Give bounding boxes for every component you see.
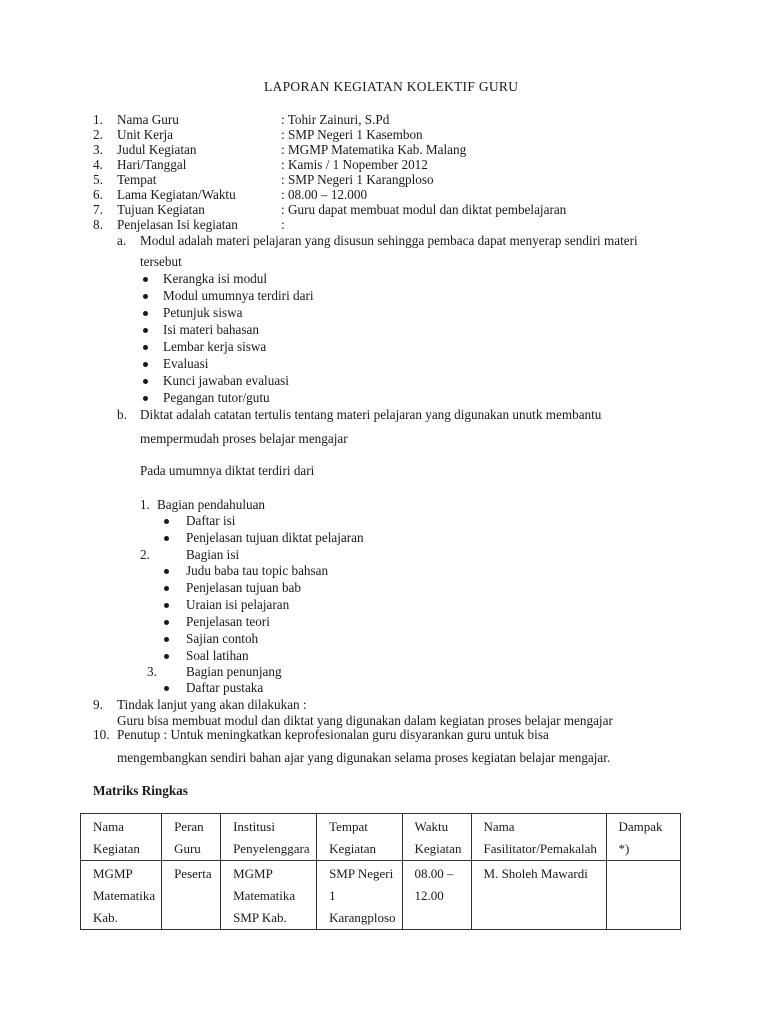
table-cell [606,861,680,930]
matrix-heading: Matriks Ringkas [93,783,188,798]
table-header-row [81,814,681,861]
list-item: Lembar kerja siswa [163,339,267,354]
field-number: 5. [93,172,103,187]
bullet-icon [143,379,148,384]
bullet-icon [164,686,169,691]
list-item: Petunjuk siswa [163,305,243,320]
bullet-icon [143,362,148,367]
field-number: 7. [93,202,103,217]
field-label: Tujuan Kegiatan [117,202,205,217]
list-item: Daftar isi [186,513,236,528]
field-number: 1. [93,112,103,127]
table-cell: 08.00 – 12.00 [402,861,471,930]
list-item: Sajian contoh [186,631,259,646]
list-item: Kunci jawaban evaluasi [163,373,289,388]
list-item: Evaluasi [163,356,209,371]
field-label: Unit Kerja [117,127,174,142]
field-value: : 08.00 – 12.000 [281,187,368,202]
list-item: Judu baba tau topic bahsan [186,563,329,578]
paragraph-line: mempermudah proses belajar mengajar [140,431,348,446]
field-value: : SMP Negeri 1 Karangploso [281,172,434,187]
bullet-icon [164,603,169,608]
bullet-icon [143,328,148,333]
list-item: Soal latihan [186,648,249,663]
list-item: Penjelasan tujuan bab [186,580,301,595]
field-label: Penjelasan Isi kegiatan [117,217,238,232]
bullet-icon [143,345,148,350]
field-number: 4. [93,157,103,172]
paragraph-line: tersebut [140,254,182,269]
part-number: 3. [147,664,157,679]
table-header-cell: Tempat Kegiatan [317,814,402,861]
list-item: Pegangan tutor/gutu [163,390,270,405]
paragraph-line: Pada umumnya diktat terdiri dari [140,463,315,478]
field-number: 3. [93,142,103,157]
bullet-icon [164,536,169,541]
paragraph-line: Guru bisa membuat modul dan diktat yang digunakan dalam kegiatan proses belajar mengajar [117,713,613,728]
field-number: 10. [93,727,110,742]
bullet-icon [143,311,148,316]
paragraph-line: Modul adalah materi pelajaran yang disusun sehingga pembaca dapat menyerap sendiri materi [140,233,638,248]
paragraph-line: Diktat adalah catatan tertulis tentang materi pelajaran yang digunakan unutk membantu [140,407,602,422]
list-item: Penjelasan tujuan diktat pelajaran [186,530,364,545]
field-label: Nama Guru [117,112,179,127]
field-label: Lama Kegiatan/Waktu [117,187,236,202]
table-header-cell: Nama Kegiatan [81,814,162,861]
part-label: Bagian isi [186,547,240,562]
part-number: 2. [140,547,150,562]
paragraph-line: mengembangkan sendiri bahan ajar yang digunakan selama proses kegiatan belajar mengajar. [117,750,611,765]
list-item: Isi materi bahasan [163,322,259,337]
table-header-cell: Peran Guru [162,814,221,861]
bullet-icon [143,277,148,282]
bullet-icon [143,396,148,401]
field-label: Hari/Tanggal [117,157,187,172]
field-value: : Kamis / 1 Nopember 2012 [281,157,428,172]
field-value: : [281,217,285,232]
part-label: Bagian penunjang [186,664,282,679]
part-label: Bagian pendahuluan [157,497,266,512]
bullet-icon [164,637,169,642]
field-number: 9. [93,697,103,712]
table-header-cell: Dampak *) [606,814,680,861]
table-cell: MGMP Matematika Kab. [81,861,162,930]
list-item: Penjelasan teori [186,614,270,629]
paragraph-line: Penutup : Untuk meningkatkan keprofesionalan guru disyarankan guru untuk bisa [117,727,549,742]
bullet-icon [164,519,169,524]
bullet-icon [164,569,169,574]
bullet-icon [143,294,148,299]
page-title: LAPORAN KEGIATAN KOLEKTIF GURU [264,79,519,94]
list-item: Uraian isi pelajaran [186,597,290,612]
field-value: : SMP Negeri 1 Kasembon [281,127,423,142]
field-number: 6. [93,187,103,202]
field-label: Tempat [117,172,157,187]
table-cell: MGMP Matematika SMP Kab. [221,861,317,930]
section-marker: b. [117,407,127,422]
part-number: 1. [140,497,150,512]
field-value: : MGMP Matematika Kab. Malang [281,142,467,157]
field-value: : Guru dapat membuat modul dan diktat pembelajaran [281,202,567,217]
bullet-icon [164,586,169,591]
table-header-cell: Nama Fasilitator/Pemakalah [471,814,606,861]
list-item: Daftar pustaka [186,680,264,695]
table-cell: SMP Negeri 1 Karangploso [317,861,402,930]
table-cell: M. Sholeh Mawardi [471,861,606,930]
section-marker: a. [117,233,127,248]
bullet-icon [164,620,169,625]
table-header-cell: Institusi Penyelenggara [221,814,317,861]
table-header-cell: Waktu Kegiatan [402,814,471,861]
field-number: 8. [93,217,103,232]
summary-table [80,813,681,930]
field-value: : Tohir Zainuri, S.Pd [281,112,390,127]
field-label: Tindak lanjut yang akan dilakukan : [117,697,307,712]
bullet-icon [164,654,169,659]
field-number: 2. [93,127,103,142]
table-cell: Peserta [162,861,221,930]
table-row [81,861,681,930]
list-item: Modul umumnya terdiri dari [163,288,314,303]
list-item: Kerangka isi modul [163,271,268,286]
field-label: Judul Kegiatan [117,142,197,157]
